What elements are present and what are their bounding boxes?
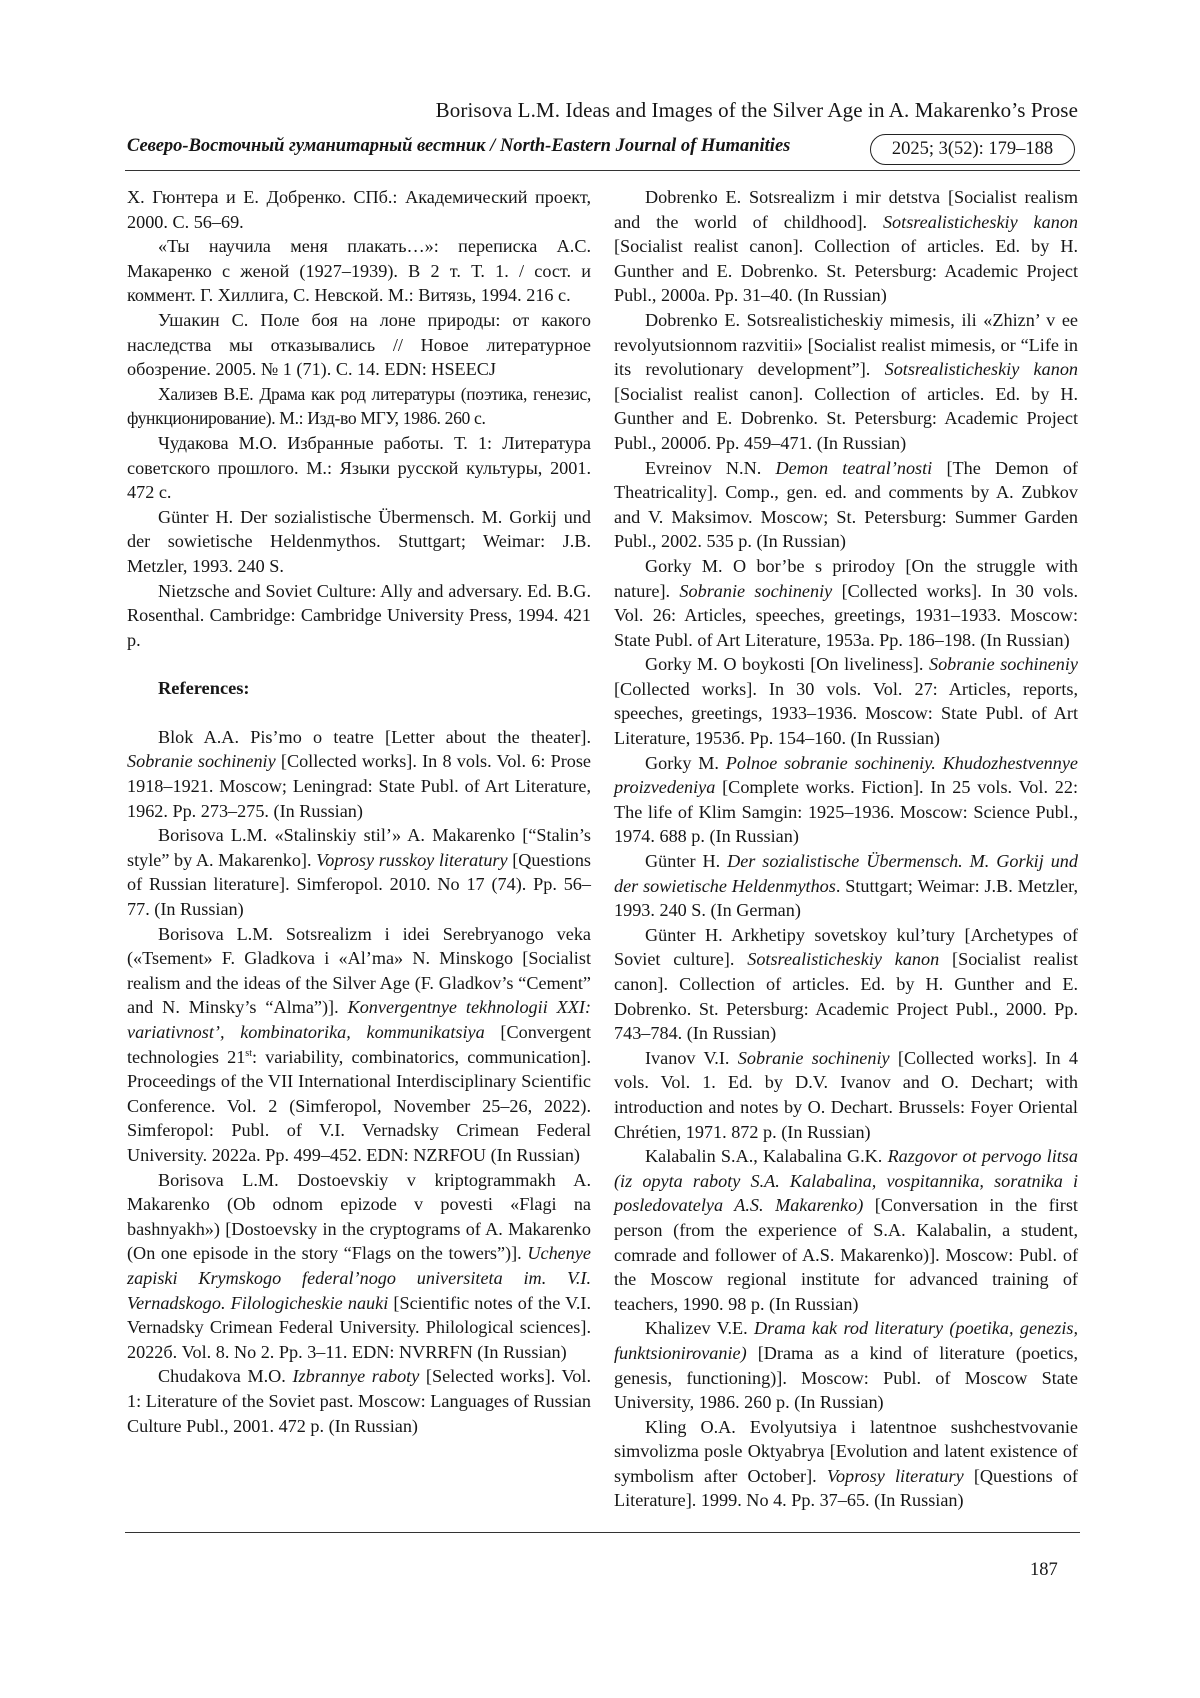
reference-entry	[614, 652, 1078, 750]
reference-source-title: Izbrannye raboty	[292, 1366, 420, 1387]
reference-entry	[614, 1144, 1078, 1316]
reference-text: [Socialist realist canon]. Collection of articles. Ed. by H. Gunther and E. Dobrenko. St. Petersburg: Academic Project Publ., 2000a. Pp. 31–40. (In Russian)	[614, 236, 1078, 306]
reference-text: [Questions of Russian literature]. Simferopol. 2010. No 17 (74). Pp. 56–77. (In Russian)	[127, 849, 591, 920]
issue-badge: 2025; 3(52): 179–188	[870, 134, 1075, 165]
reference-source-title: Voprosy literatury	[826, 1465, 964, 1486]
reference-entry	[614, 554, 1078, 652]
reference-entry	[614, 185, 1078, 308]
left-references-list	[127, 725, 591, 1438]
reference-text: [Scientific notes of the V.I. Vernadsky Crimean Federal University. Philological sciences]. 2022б. Vol. 8. No 2. Pp. 3–11. EDN: NVRRFN (In Russian)	[127, 1292, 592, 1362]
reference-text: [Selected works]. Vol. 1: Literature of the Soviet past. Moscow: Languages of Russian Culture Publ., 2001. 472 p. (In Russian)	[127, 1366, 591, 1436]
reference-source-title: Sobranie sochineniy	[928, 654, 1078, 675]
reference-text: [Collected works]. In 30 vols. Vol. 26: Articles, speeches, greetings, 1931–1933. Moscow: State Publ. of Art Literature, 1953a. Pp. 186–198. (In Russian)	[614, 580, 1079, 650]
footer-rule	[125, 1532, 1080, 1533]
reference-entry	[614, 849, 1078, 923]
reference-text: [Questions of Literature]. 1999. No 4. Pp. 37–65. (In Russian)	[614, 1465, 1078, 1511]
reference-text: [Collected works]. In 4 vols. Vol. 1. Ed. by D.V. Ivanov and O. Dechart; with introduction and notes by O. Dechart. Brussels: Foyer Oriental Chrétien, 1971. 872 p. (In Russian)	[614, 1047, 1078, 1142]
right-column	[614, 185, 1078, 1513]
reference-text: [Collected works]. In 30 vols. Vol. 27: Articles, reports, speeches, greetings, 1933–1936. Moscow: State Publ. of Art Literature, 1953б. Pp. 154–160. (In Russian)	[614, 678, 1078, 749]
reference-text: Chudakova M.O.	[158, 1366, 293, 1387]
reference-entry	[614, 456, 1078, 554]
reference-entry: «Ты научила меня плакать…»: переписка А.С. Макаренко с женой (1927–1939). В 2 т. Т. 1. / сост. и коммент. Г. Хиллига, С. Невской. М.: Витязь, 1994. 216 с.	[127, 236, 591, 306]
reference-entry	[127, 922, 591, 1168]
reference-text: Günter H.	[645, 851, 728, 872]
reference-text: [Drama as a kind of literature (poetics, genesis, functioning)]. Moscow: Publ. of Moscow State University, 1986. 260 p. (In Russian)	[614, 1342, 1078, 1413]
references-heading: References:	[158, 678, 250, 699]
reference-text: Evreinov N.N.	[645, 457, 776, 478]
reference-source-title: Razgovor ot pervogo litsa (iz opyta raboty S.A. Kalabalina, vospitannika, soratnika i posledovatelya A.S. Makarenko)	[614, 1146, 1078, 1216]
reference-source-title: Sotsrealisticheskiy kanon	[884, 359, 1079, 380]
reference-source-title: Sotsrealisticheskiy kanon	[747, 949, 940, 970]
reference-text: [Collected works]. In 8 vols. Vol. 6: Prose 1918–1921. Moscow; Leningrad: State Publ. of Art Literature, 1962. Pp. 273–275. (In Russian)	[127, 751, 592, 821]
reference-text: Gorky M.	[645, 752, 726, 773]
reference-text: [Convergent technologies 21st: variability, combinatorics, communication]. Proceedings of the VII International Interdisciplinary Scientific Conference. Vol. 2 (Simferopol, November 25–26, 2022). Simferopol: Publ. of V.I. Vernadsky Crimean Federal University. 2022a. Pp. 499–452. EDN: NZRFOU (In Russian)	[127, 1022, 591, 1165]
reference-entry: Х. Гюнтера и Е. Добренко. СПб.: Академический проект, 2000. С. 56–69.	[127, 187, 591, 232]
reference-text: [The Demon of Theatricality]. Comp., gen. ed. and comments by A. Zubkov and V. Maksimov. Moscow; St. Petersburg: Summer Garden Publ., 2002. 535 p. (In Russian)	[614, 457, 1078, 552]
reference-source-title: Uchenye zapiski Krymskogo federal’nogo universiteta im. V.I. Vernadskogo. Filologicheskie nauki	[127, 1243, 591, 1313]
reference-text: Borisova L.M. Sotsrealizm i idei Serebryanogo veka («Tsement» F. Gladkova i «Al’ma» N. Minskogo [Socialist realism and the ideas of the Silver Age (F. Gladkov’s “Cement” and N. Minsky’s “Alma”)].	[127, 923, 591, 1018]
reference-source-title: Voprosy russkoy literatury	[316, 849, 508, 870]
reference-entry	[614, 308, 1078, 456]
reference-source-title: Sobranie sochineniy	[679, 580, 833, 601]
reference-text: Kling O.A. Evolyutsiya i latentnoe sushchestvovanie simvolizma posle Oktyabrya [Evolution and latent existence of symbolism after October].	[614, 1416, 1078, 1486]
reference-entry: Günter H. Der sozialistische Übermensch. M. Gorkij und der sowietische Heldenmythos. Stuttgart; Weimar: J.B. Metzler, 1993. 240 S.	[127, 506, 591, 576]
reference-entry: Ушакин С. Поле боя на лоне природы: от какого наследства мы отказывались // Новое литературное обозрение. 2005. № 1 (71). С. 14. EDN: HSEECJ	[127, 309, 591, 380]
reference-source-title: Sobranie sochineniy	[737, 1047, 890, 1068]
reference-entry	[614, 1316, 1078, 1414]
reference-source-title: Sotsrealisticheskiy kanon	[882, 211, 1079, 232]
reference-source-title: Konvergentnye tekhnologii XXI: variativnost’, kombinatorika, kommunikatsiya	[127, 997, 592, 1042]
reference-text: Gorky M. O bor’be s prirodoy [On the struggle with nature].	[614, 555, 1078, 601]
reference-text: . Stuttgart; Weimar: J.B. Metzler, 1993. 240 S. (In German)	[614, 875, 1078, 921]
reference-text: Blok A.A. Pis’mo o teatre [Letter about the theater].	[158, 726, 591, 747]
ordinal-suffix: st	[245, 1047, 252, 1059]
reference-entry: Nietzsche and Soviet Culture: Ally and adversary. Ed. B.G. Rosenthal. Cambridge: Cambridge University Press, 1994. 421 p.	[127, 580, 591, 650]
reference-entry	[127, 823, 591, 921]
reference-text: Borisova L.M. Dostoevskiy v kriptogrammakh A. Makarenko (Ob odnom epizode v povesti «Flagi na bashnyakh») [Dostoevsky in the cryptograms of A. Makarenko (On one episode in the story “Flags on the towers”)].	[127, 1169, 591, 1264]
reference-text: [Conversation in the first person (from the experience of S.A. Kalabalin, a student, comrade and follower of A.S. Makarenko)]. Moscow: Publ. of the Moscow regional institute for advanced training of teachers, 1990. 98 p. (In Russian)	[614, 1195, 1078, 1314]
reference-entry	[127, 725, 591, 823]
reference-text: Borisova L.M. «Stalinskiy stil’» A. Makarenko [“Stalin’s style” by A. Makarenko].	[127, 825, 591, 870]
reference-entry: Чудакова М.О. Избранные работы. Т. 1: Литература советского прошлого. М.: Языки русской культуры, 2001. 472 с.	[127, 432, 591, 503]
reference-source-title: Der sozialistische Übermensch. M. Gorkij und der sowietische Heldenmythos	[614, 851, 1078, 896]
reference-entry	[614, 751, 1078, 849]
reference-source-title: Drama kak rod literatury (poetika, genezis, funktsionirovanie)	[614, 1318, 1078, 1363]
reference-source-title: Demon teatral’nosti	[775, 457, 933, 478]
reference-entry	[614, 923, 1078, 1046]
running-title: Borisova L.M. Ideas and Images of the Silver Age in A. Makarenko’s Prose	[435, 98, 1078, 122]
page-number: 187	[1030, 1560, 1058, 1580]
reference-text: [Complete works. Fiction]. In 25 vols. Vol. 22: The life of Klim Samgin: 1925–1936. Moscow: Science Publ., 1974. 688 p. (In Russian)	[614, 777, 1078, 847]
reference-entry	[614, 1415, 1078, 1513]
reference-source-title: Polnoe sobranie sochineniy. Khudozhestvennye proizvedeniya	[614, 752, 1078, 798]
reference-text: Ivanov V.I.	[645, 1047, 738, 1068]
reference-entry	[127, 1168, 591, 1365]
right-references-list	[614, 185, 1078, 1513]
reference-text: Kalabalin S.A., Kalabalina G.K.	[645, 1146, 888, 1167]
reference-text: Günter H. Arkhetipy sovetskoy kul’tury [Archetypes of Soviet culture].	[614, 924, 1078, 970]
reference-text: Dobrenko E. Sotsrealizm i mir detstva [Socialist realism and the world of childhood].	[614, 187, 1078, 232]
left-column	[127, 185, 591, 1438]
reference-entry	[614, 1046, 1078, 1144]
reference-text: [Socialist realist canon]. Collection of articles. Ed. by H. Gunther and E. Dobrenko. St. Petersburg: Academic Project Publ., 2000. Pp. 743–784. (In Russian)	[614, 949, 1078, 1044]
header-rule	[125, 170, 1080, 171]
reference-entry: Хализев В.Е. Драма как род литературы (поэтика, генезис, функционирование). М.: Изд-во МГУ, 1986. 260 с.	[127, 383, 591, 429]
reference-source-title: Sobranie sochineniy	[127, 751, 276, 772]
journal-title: Северо-Восточный гуманитарный вестник / North-Eastern Journal of Humanities	[127, 136, 791, 156]
reference-text: Gorky M. O boykosti [On liveliness].	[645, 654, 929, 675]
reference-text: [Socialist realist canon]. Collection of articles. Ed. by H. Gunther and E. Dobrenko. St. Petersburg: Academic Project Publ., 2000б. Pp. 459–471. (In Russian)	[614, 383, 1078, 453]
reference-entry	[127, 1364, 591, 1438]
reference-text: Dobrenko E. Sotsrealisticheskiy mimesis, ili «Zhizn’ v ee revolyutsionnom razvitii» [Socialist realist mimesis, or “Life in its revolutionary development”].	[614, 309, 1078, 380]
reference-text: Khalizev V.E.	[645, 1318, 754, 1339]
